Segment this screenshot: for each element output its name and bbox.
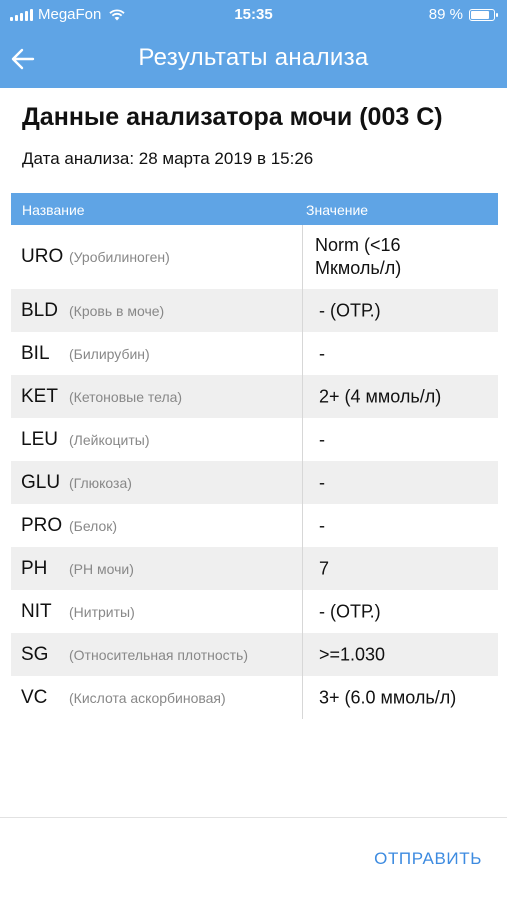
table-row xyxy=(11,418,498,461)
row-code: URO xyxy=(21,246,64,267)
table-row xyxy=(11,289,498,332)
row-value: - xyxy=(319,429,325,449)
row-name: (Лейкоциты) xyxy=(69,431,150,448)
row-name: (Уробилиноген) xyxy=(69,249,170,265)
row-name: (Кетоновые тела) xyxy=(69,388,183,405)
column-header-name: Название xyxy=(22,202,85,218)
row-value: - (ОТР.) xyxy=(319,300,381,320)
row-code: NIT xyxy=(21,600,52,622)
table-row xyxy=(11,225,498,289)
row-value: 2+ (4 ммоль/л) xyxy=(319,386,442,406)
row-name: (Нитриты) xyxy=(69,603,135,620)
row-code: SG xyxy=(21,643,49,665)
row-value: - xyxy=(319,472,325,492)
row-code: GLU xyxy=(21,471,61,493)
status-right xyxy=(429,6,495,23)
table-row xyxy=(11,590,498,633)
send-button[interactable]: ОТПРАВИТЬ xyxy=(374,849,482,868)
row-value: >=1.030 xyxy=(319,644,386,664)
battery-icon xyxy=(469,9,495,21)
row-code: PH xyxy=(21,557,48,579)
analysis-date: Дата анализа: 28 марта 2019 в 15:26 xyxy=(22,149,314,168)
status-time: 15:35 xyxy=(234,6,273,23)
table-row xyxy=(11,676,498,719)
app-bar xyxy=(0,0,507,88)
footer-divider xyxy=(0,817,507,818)
row-code: BIL xyxy=(21,342,50,364)
table-row xyxy=(11,504,498,547)
page-title: Результаты анализа xyxy=(138,44,369,71)
table-row xyxy=(11,461,498,504)
table-row xyxy=(11,332,498,375)
row-name: (Кровь в моче) xyxy=(69,302,165,319)
row-code: BLD xyxy=(21,299,58,321)
row-code: LEU xyxy=(21,428,58,450)
row-name: (Белок) xyxy=(69,517,118,534)
status-bar xyxy=(0,0,507,30)
row-value: - xyxy=(319,515,325,535)
table-row xyxy=(11,547,498,590)
table-row xyxy=(11,633,498,676)
row-value: Norm (<16 Мкмоль/л) xyxy=(315,235,402,278)
row-value: - xyxy=(319,343,325,363)
column-header-value: Значение xyxy=(306,202,369,218)
row-name: (Относительная плотность) xyxy=(69,646,249,663)
row-value: - (ОТР.) xyxy=(319,601,381,621)
row-name: (Билирубин) xyxy=(69,345,150,362)
row-value: 7 xyxy=(319,558,330,578)
battery-fill xyxy=(471,11,489,19)
row-value: 3+ (6.0 ммоль/л) xyxy=(319,687,457,707)
row-code: KET xyxy=(21,385,58,407)
carrier-label: MegaFon xyxy=(38,6,102,23)
table-header xyxy=(11,193,498,225)
battery-percent: 89 % xyxy=(428,6,463,23)
row-code: PRO xyxy=(21,514,63,536)
results-table xyxy=(11,193,498,719)
table-row xyxy=(11,375,498,418)
row-name: (РН мочи) xyxy=(69,560,134,577)
row-code: VC xyxy=(21,686,48,708)
row-name: (Глюкоза) xyxy=(69,474,132,491)
document-title: Данные анализатора мочи (003 С) xyxy=(22,103,443,131)
row-name: (Кислота аскорбиновая) xyxy=(69,689,226,706)
